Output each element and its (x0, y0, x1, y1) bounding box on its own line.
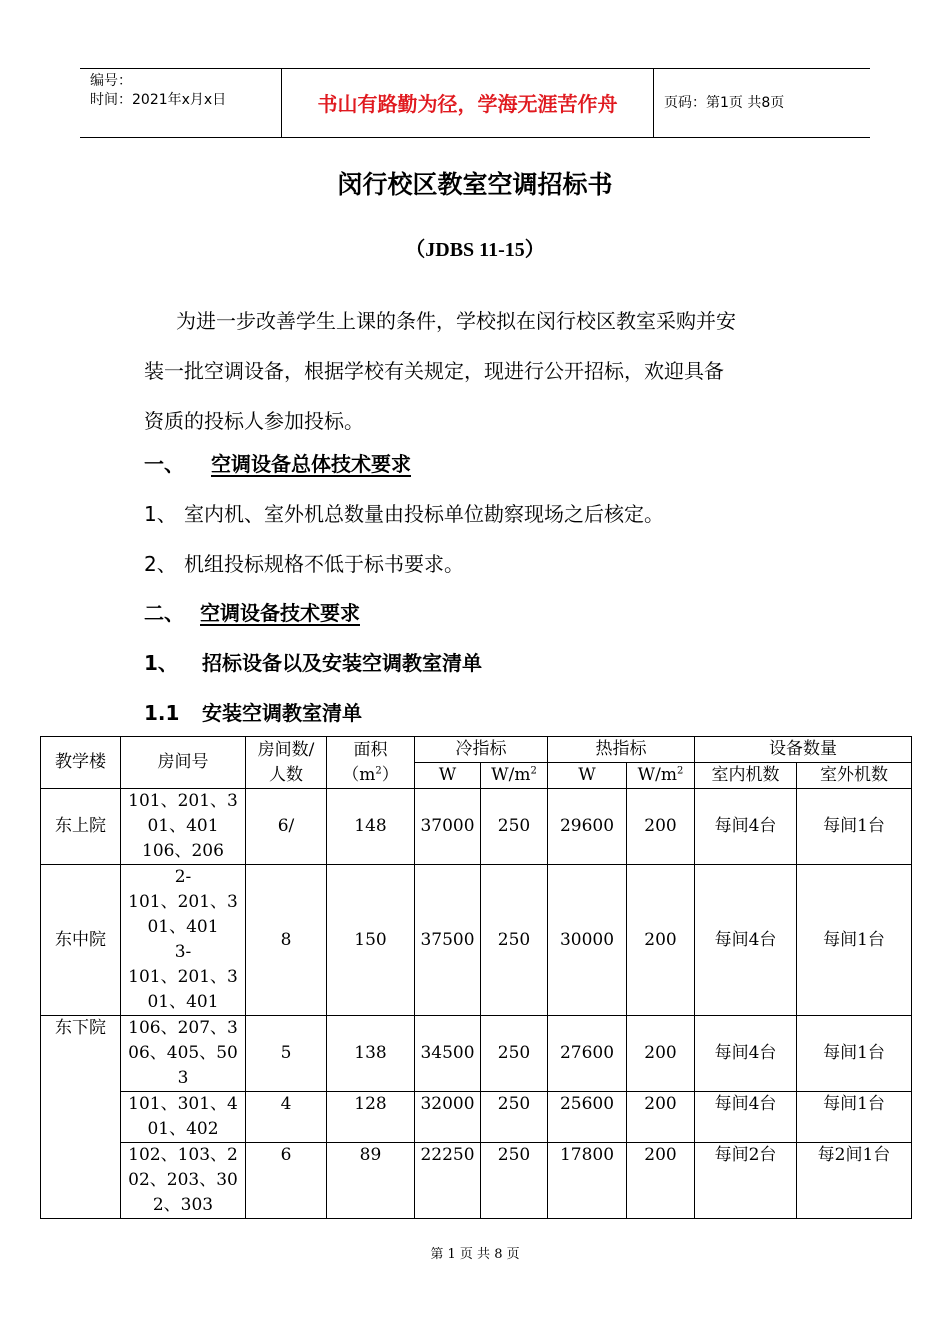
room-line: 101、201、3 (128, 967, 238, 987)
area-cell: 138 (327, 1016, 415, 1092)
header-cell: W (548, 763, 627, 789)
header-motto-cell (282, 69, 654, 137)
room-line: 102、103、2 (128, 1145, 238, 1165)
heat-wm2-cell: 200 (627, 1143, 695, 1219)
section-1-heading (144, 449, 411, 479)
header-text: 房间数/ (257, 739, 315, 760)
cool-w-cell: 34500 (415, 1016, 481, 1092)
header-text: （m (342, 764, 376, 785)
header-text: ） (381, 764, 399, 785)
count-cell: 4 (246, 1092, 327, 1143)
area-cell: 148 (327, 789, 415, 865)
room-line: 01、401 (147, 992, 219, 1012)
intro-line: 装一批空调设备，根据学校有关规定，现进行公开招标，欢迎具备 (144, 359, 724, 383)
intro-line: 资质的投标人参加投标。 (144, 409, 364, 433)
indoor-cell: 每间4台 (695, 865, 797, 1016)
room-line: 02、203、30 (128, 1170, 238, 1190)
header-cell: 室内机数 (695, 763, 797, 789)
outdoor-cell: 每间1台 (797, 1092, 912, 1143)
document-header (80, 68, 870, 138)
subsection-title: 招标设备以及安装空调教室清单 (202, 651, 482, 675)
header-page-cell (654, 69, 870, 137)
cool-w-cell: 22250 (415, 1143, 481, 1219)
section-title: 空调设备总体技术要求 (211, 452, 411, 476)
heat-w-cell: 29600 (548, 789, 627, 865)
room-line: 3 (177, 1068, 189, 1088)
table-row (41, 789, 912, 865)
requirement-item (144, 499, 664, 529)
subsection-heading (144, 698, 362, 728)
room-line: 106、206 (142, 841, 224, 861)
building-cell: 东下院 (41, 1016, 121, 1219)
page-label: 页码：第1页 共8页 (664, 95, 785, 111)
room-line: 3- (174, 942, 192, 962)
heat-w-cell: 27600 (548, 1016, 627, 1092)
room-line: 101、301、4 (128, 1094, 238, 1114)
time-label: 时间：2021年x月x日 (90, 92, 227, 108)
item-text: 机组投标规格不低于标书要求。 (184, 552, 464, 576)
count-cell: 8 (246, 865, 327, 1016)
intro-paragraph (144, 296, 824, 446)
section-number: 二、 (144, 601, 184, 625)
room-line: 01、401 (147, 816, 219, 836)
header-cell: 室外机数 (797, 763, 912, 789)
room-cell (121, 1016, 246, 1092)
heat-wm2-cell: 200 (627, 1092, 695, 1143)
room-line: 101、201、3 (128, 892, 238, 912)
cool-wm2-cell: 250 (481, 789, 548, 865)
outdoor-cell: 每间1台 (797, 789, 912, 865)
subsection-title: 安装空调教室清单 (202, 701, 362, 725)
item-number: 2、 (144, 552, 177, 576)
header-cell: 设备数量 (695, 737, 912, 763)
cool-w-cell: 32000 (415, 1092, 481, 1143)
item-number: 1、 (144, 502, 177, 526)
room-cell (121, 865, 246, 1016)
building-cell: 东上院 (41, 789, 121, 865)
header-cell (481, 763, 548, 789)
header-cell: 房间号 (121, 737, 246, 789)
table-row (41, 1016, 912, 1092)
table-header-row (41, 737, 912, 763)
room-line: 106、207、3 (128, 1018, 238, 1038)
cool-wm2-cell: 250 (481, 1143, 548, 1219)
cool-wm2-cell: 250 (481, 1092, 548, 1143)
requirement-item (144, 549, 464, 579)
section-2-heading (144, 598, 360, 628)
superscript: 2 (375, 764, 382, 776)
header-cell: 冷指标 (415, 737, 548, 763)
header-meta-cell (80, 69, 282, 137)
indoor-cell: 每间4台 (695, 1092, 797, 1143)
building-cell: 东中院 (41, 865, 121, 1016)
cool-wm2-cell: 250 (481, 865, 548, 1016)
heat-w-cell: 25600 (548, 1092, 627, 1143)
heat-wm2-cell: 200 (627, 789, 695, 865)
page-footer: 第 1 页 共 8 页 (430, 1247, 520, 1262)
intro-line: 为进一步改善学生上课的条件，学校拟在闵行校区教室采购并安 (176, 309, 736, 333)
header-text: W/m (637, 765, 677, 785)
room-cell (121, 789, 246, 865)
indoor-cell: 每间2台 (695, 1143, 797, 1219)
indoor-cell: 每间4台 (695, 789, 797, 865)
subsection-number: 1.1 (144, 701, 180, 725)
outdoor-cell: 每间1台 (797, 1016, 912, 1092)
cool-wm2-cell: 250 (481, 1016, 548, 1092)
header-cell: 教学楼 (41, 737, 121, 789)
document-code: （JDBS 11-15） (405, 239, 545, 261)
superscript: 2 (676, 765, 684, 777)
count-cell: 5 (246, 1016, 327, 1092)
table-row (41, 1143, 912, 1219)
heat-wm2-cell: 200 (627, 1016, 695, 1092)
count-cell: 6/ (246, 789, 327, 865)
subsection-number: 1、 (144, 651, 178, 675)
room-line: 01、402 (147, 1119, 219, 1139)
table-row (41, 865, 912, 1016)
motto-text: 书山有路勤为径，学海无涯苦作舟 (317, 92, 618, 116)
heat-w-cell: 17800 (548, 1143, 627, 1219)
cool-w-cell: 37500 (415, 865, 481, 1016)
header-text: W/m (491, 765, 531, 785)
header-text: 面积 (353, 739, 388, 760)
subsection-heading (144, 648, 482, 678)
room-cell (121, 1143, 246, 1219)
header-cell (246, 737, 327, 789)
room-line: 2- (174, 867, 192, 887)
heat-wm2-cell: 200 (627, 865, 695, 1016)
room-line: 101、201、3 (128, 791, 238, 811)
document-title: 闵行校区教室空调招标书 (337, 170, 613, 199)
outdoor-cell: 每2间1台 (797, 1143, 912, 1219)
header-cell (627, 763, 695, 789)
classroom-table (40, 736, 912, 1219)
heat-w-cell: 30000 (548, 865, 627, 1016)
area-cell: 128 (327, 1092, 415, 1143)
room-line: 01、401 (147, 917, 219, 937)
indoor-cell: 每间4台 (695, 1016, 797, 1092)
area-cell: 89 (327, 1143, 415, 1219)
area-cell: 150 (327, 865, 415, 1016)
outdoor-cell: 每间1台 (797, 865, 912, 1016)
section-number: 一、 (144, 452, 184, 476)
header-cell (327, 737, 415, 789)
cool-w-cell: 37000 (415, 789, 481, 865)
section-title: 空调设备技术要求 (200, 601, 360, 625)
header-cell: 热指标 (548, 737, 695, 763)
count-cell: 6 (246, 1143, 327, 1219)
superscript: 2 (530, 765, 537, 777)
table-row (41, 1092, 912, 1143)
room-line: 2、303 (152, 1195, 214, 1215)
room-line: 06、405、50 (128, 1043, 238, 1063)
header-cell: W (415, 763, 481, 789)
header-text: 人数 (269, 764, 303, 785)
number-label: 编号： (90, 73, 132, 89)
room-cell (121, 1092, 246, 1143)
item-text: 室内机、室外机总数量由投标单位勘察现场之后核定。 (184, 502, 664, 526)
